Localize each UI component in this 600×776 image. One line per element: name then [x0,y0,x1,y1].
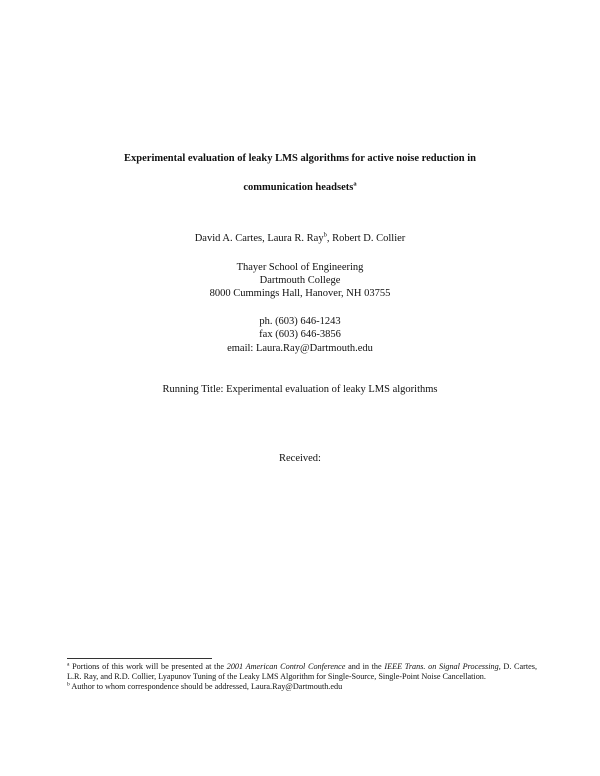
affiliation-address: 8000 Cummings Hall, Hanover, NH 03755 [209,288,391,299]
footnote-a-venue-2: IEEE Trans. on Signal Processing [384,662,499,671]
affiliation-college: Dartmouth College [259,275,341,286]
authors-part-1: David A. Cartes, Laura R. Ray [194,233,324,244]
running-title: Running Title: Experimental evaluation of leaky LMS algorithms [162,384,438,395]
footnote-divider [67,658,212,659]
contact-fax: fax (603) 646-3856 [259,329,341,340]
footnote-b-marker: b [67,681,70,688]
footnote-a [67,662,537,682]
author-footnote-marker: b [323,231,327,239]
paper-title-text-1: Experimental evaluation of leaky LMS algorithms for active noise reduction in [124,153,476,164]
paper-title-line-2 [40,182,560,193]
contact-email: email: Laura.Ray@Dartmouth.edu [227,343,373,354]
footnote-b [67,682,537,692]
author-list [40,233,560,244]
footnote-a-text-2: and in the [345,662,385,671]
title-footnote-marker: a [353,180,357,188]
contact-phone: ph. (603) 646-1243 [259,316,341,327]
footnote-a-text-3: , D. Cartes, L.R. Ray, and R.D. Collier, Lyapunov Tuning of the Leaky LMS Algorithm for Single-Source, Single-Point Noise Cancellation. [67,662,538,682]
footnote-a-marker: a [67,661,70,668]
footnote-b-text: Author to whom correspondence should be addressed, Laura.Ray@Dartmouth.edu [69,682,343,692]
paper-title-line-1 [40,153,560,164]
received-date: Received: [279,453,321,464]
footnote-a-text-1: Portions of this work will be presented at the [69,662,227,671]
footnotes [67,662,537,693]
authors-part-2: , Robert D. Collier [326,233,406,244]
paper-title-text-2: communication headsets [243,182,354,193]
footnote-a-venue-1: 2001 American Control Conference [226,662,346,671]
affiliation-school: Thayer School of Engineering [236,262,364,273]
